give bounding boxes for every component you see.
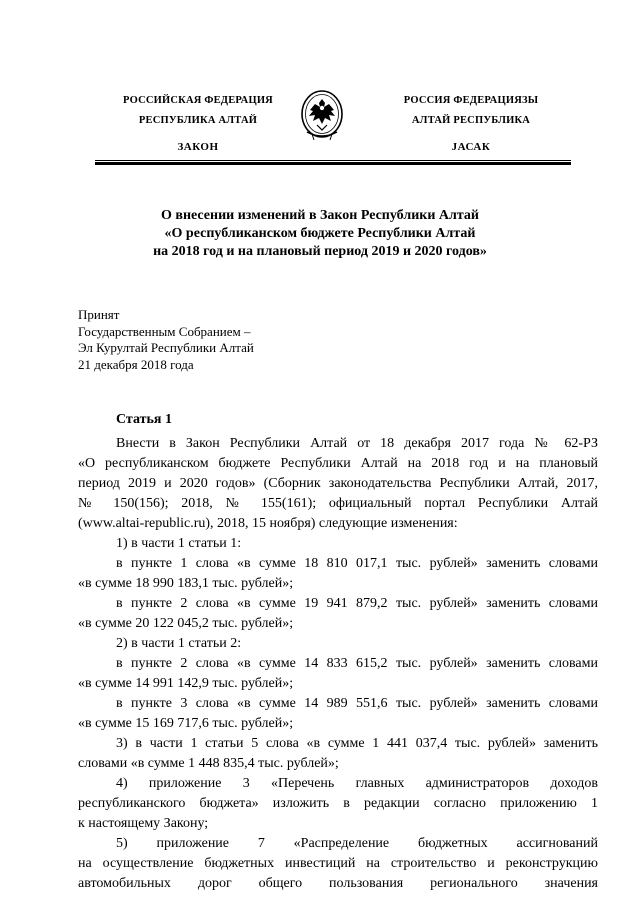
header-altai — [366, 91, 576, 157]
body-line: «в сумме 14 991 142,9 тыс. рублей»; — [78, 676, 294, 691]
title-line: О внесении изменений в Закон Республики Алтай — [161, 208, 479, 223]
title-line: «О республиканском бюджете Республики Алтай — [164, 226, 476, 241]
adoption-block — [78, 307, 254, 373]
body-line: «в сумме 20 122 045,2 тыс. рублей»; — [78, 616, 294, 631]
header-country-alt: РОССИЯ ФЕДЕРАЦИЯЗЫ — [403, 95, 539, 106]
body-line: республиканского бюджета» изложить в редакции согласно приложению 1 — [78, 796, 598, 811]
body-line: период 2019 и 2020 годов» (Сборник законодательства Республики Алтай, 2017, — [78, 476, 598, 491]
body-line: № 150(156); 2018, № 155(161); официальный портал Республики Алтай — [78, 496, 598, 511]
altai-republic-coat-of-arms-icon — [298, 88, 346, 146]
body-line: 5) приложение 7 «Распределение бюджетных ассигнований — [116, 836, 598, 851]
body-line: на осуществление бюджетных инвестиций на строительство и реконструкцию — [78, 856, 598, 871]
header-divider-thick — [95, 162, 571, 165]
body-line: 1) в части 1 статьи 1: — [116, 536, 242, 551]
body-line: в пункте 2 слова «в сумме 14 833 615,2 тыс. рублей» заменить словами — [116, 656, 598, 671]
adoption-date: 21 декабря 2018 года — [78, 356, 194, 372]
body-line: «в сумме 18 990 183,1 тыс. рублей»; — [78, 576, 294, 591]
body-line: автомобильных дорог общего пользования регионального значения — [78, 876, 598, 891]
header-divider-thin — [95, 160, 571, 161]
body-line: в пункте 1 слова «в сумме 18 810 017,1 тыс. рублей» заменить словами — [116, 556, 598, 571]
body-line: «О республиканском бюджете Республики Алтай на 2018 год и на плановый — [78, 456, 598, 471]
header-republic-alt: АЛТАЙ РЕСПУБЛИКА — [411, 115, 531, 126]
law-title — [100, 207, 540, 261]
header-law-ru: ЗАКОН — [177, 141, 219, 153]
document-header — [0, 88, 640, 163]
body-line: в пункте 2 слова «в сумме 19 941 879,2 тыс. рублей» заменить словами — [116, 596, 598, 611]
body-line: в пункте 3 слова «в сумме 14 989 551,6 тыс. рублей» заменить словами — [116, 696, 598, 711]
title-line: на 2018 год и на плановый период 2019 и 2020 годов» — [153, 244, 487, 259]
body-line: «в сумме 15 169 717,6 тыс. рублей»; — [78, 716, 294, 731]
adoption-line: Принят — [78, 307, 120, 322]
article-body — [78, 434, 598, 894]
header-law-alt: JАСАК — [451, 141, 491, 153]
header-republic-ru: РЕСПУБЛИКА АЛТАЙ — [138, 115, 258, 126]
body-line: 2) в части 1 статьи 2: — [116, 636, 242, 651]
body-line: 4) приложение 3 «Перечень главных администраторов доходов — [116, 776, 598, 791]
body-line: словами «в сумме 1 448 835,4 тыс. рублей»; — [78, 756, 339, 771]
article-heading: Статья 1 — [116, 412, 172, 427]
adoption-line: Государственным Собранием – — [78, 323, 251, 339]
body-line: к настоящему Закону; — [78, 816, 209, 831]
header-country-ru: РОССИЙСКАЯ ФЕДЕРАЦИЯ — [123, 95, 273, 106]
body-line: 3) в части 1 статьи 5 слова «в сумме 1 441 037,4 тыс. рублей» заменить — [116, 736, 598, 751]
body-line: Внести в Закон Республики Алтай от 18 декабря 2017 года № 62-РЗ — [116, 436, 598, 451]
body-line: (www.altai-republic.ru), 2018, 15 ноября) следующие изменения: — [78, 516, 458, 531]
header-russian — [108, 91, 288, 157]
adoption-line: Эл Курултай Республики Алтай — [78, 340, 254, 355]
